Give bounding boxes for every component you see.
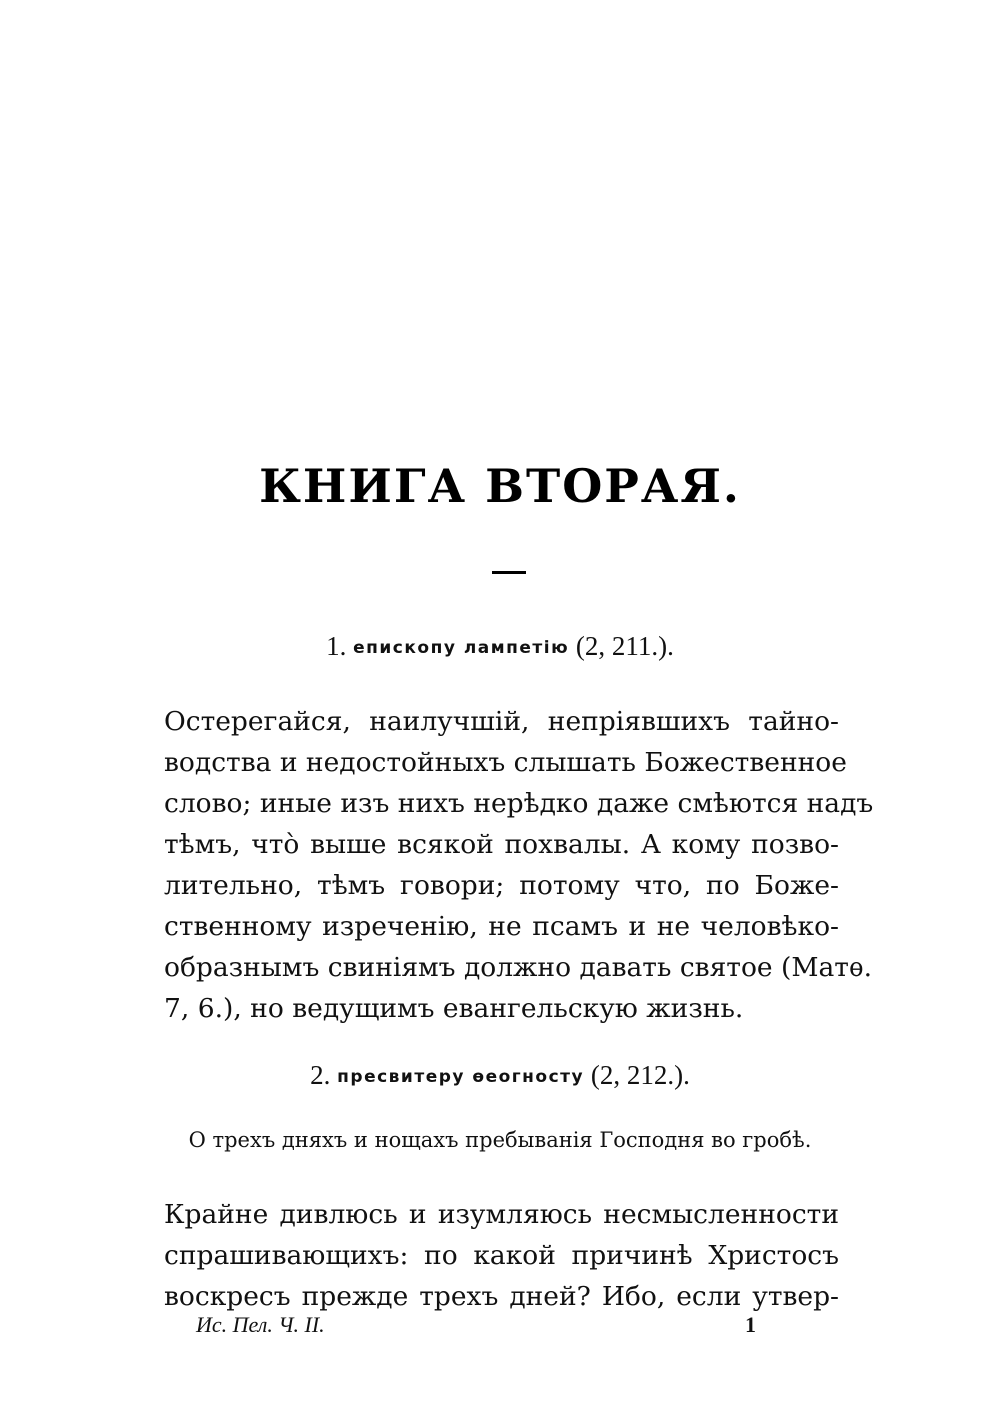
signature-mark: Ис. Пел. Ч. II. [196, 1312, 325, 1337]
page-footer [196, 1312, 756, 1344]
letter-number: 1. [326, 631, 347, 661]
letter-number: 2. [310, 1060, 331, 1090]
text-line: тѣмъ, что̀ выше всякой похвалы. А кому позво- [164, 829, 839, 860]
letter-body [164, 701, 874, 1029]
title-divider [492, 571, 526, 574]
text-line: Крайне дивлюсь и изумляюсь несмысленности [164, 1199, 839, 1230]
letter-subtitle: О трехъ дняхъ и нощахъ пребыванія Господня во гробѣ. [188, 1128, 812, 1152]
letter-body [164, 1194, 839, 1317]
page-number: 1 [745, 1312, 756, 1337]
text-line: Остерегайся, наилучшій, непріявшихъ тайно- [164, 706, 839, 737]
text-line: лительно, тѣмъ говори; потому что, по Боже- [164, 870, 839, 901]
text-line: ственному изреченію, не псамъ и не человѣко- [164, 911, 839, 942]
letter-heading [0, 1057, 1000, 1095]
letter-reference: (2, 211.). [575, 631, 674, 661]
text-line: 7, 6.), но ведущимъ евангельскую жизнь. [164, 993, 744, 1024]
letter-addressee: епископу лампетію [353, 638, 570, 658]
letter-addressee: пресвитеру ѳеогносту [337, 1067, 585, 1087]
letter-reference: (2, 212.). [590, 1060, 690, 1090]
text-line: спрашивающихъ: по какой причинѣ Христосъ [164, 1240, 839, 1271]
text-line: образнымъ свиніямъ должно давать святое (Матѳ. [164, 952, 873, 983]
book-title: КНИГА ВТОРАЯ. [259, 459, 741, 513]
text-line: воскресъ прежде трехъ дней? Ибо, если утвер- [164, 1281, 839, 1312]
text-line: водства и недостойныхъ слышать Божественное [164, 747, 847, 778]
letter-heading [0, 628, 1000, 666]
text-line: слово; иные изъ нихъ нерѣдко даже смѣются надъ [164, 788, 874, 819]
